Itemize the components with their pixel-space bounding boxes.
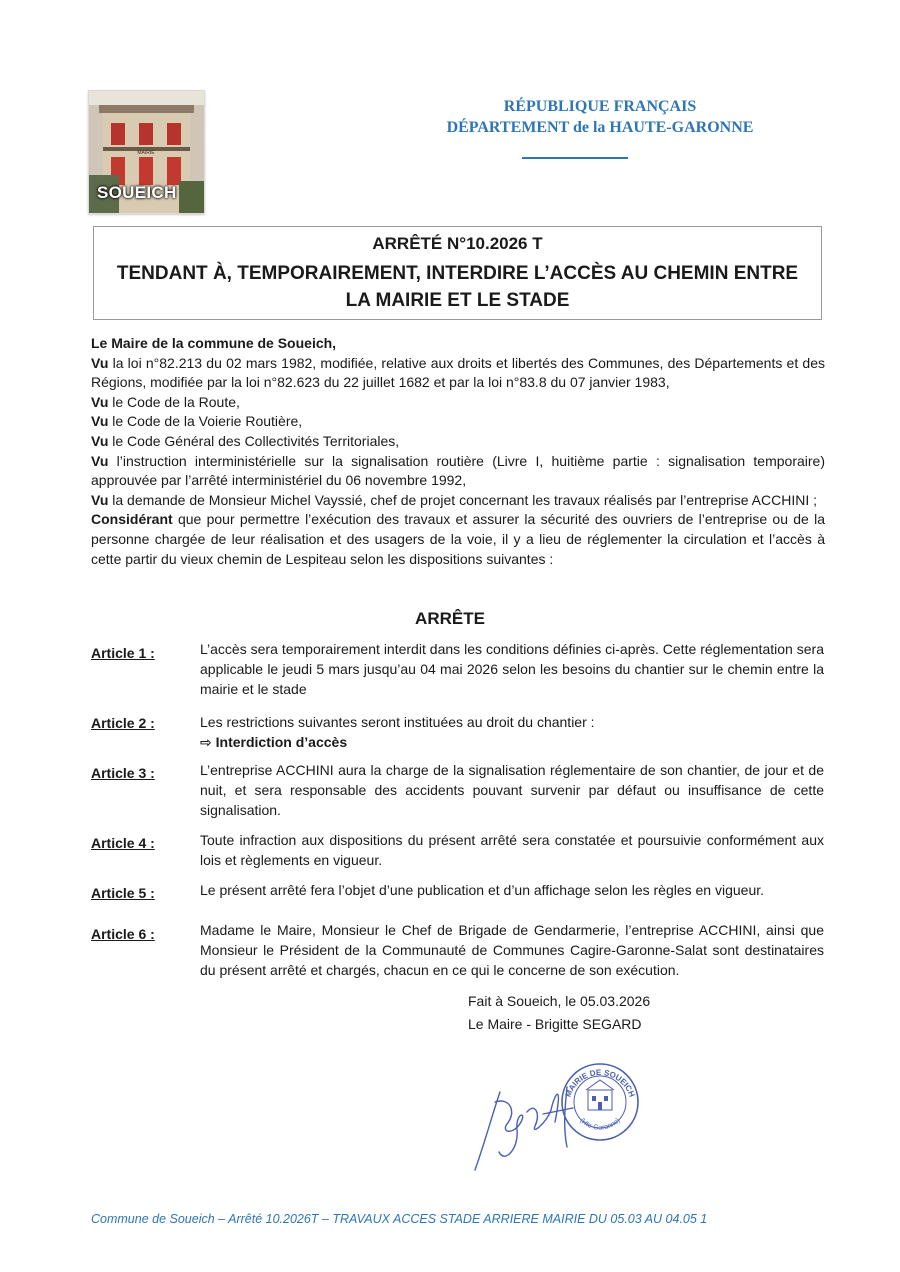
article-2-text: [200, 712, 824, 752]
arrete-title: [94, 260, 821, 314]
signature-block: [468, 990, 650, 1036]
vu-word: Vu: [91, 393, 109, 410]
mairie-sign: MAIRIE: [137, 150, 155, 156]
vu-text: la demande de Monsieur Michel Vayssié, chef de projet concernant les travaux réalisés par l’entreprise ACCHINI ;: [108, 491, 818, 508]
article-2-bullet: [200, 732, 824, 752]
arrete-title-line1: TENDANT À, TEMPORAIREMENT, INTERDIRE L’ACCÈS AU CHEMIN ENTRE: [116, 263, 799, 284]
article-6-text: [200, 920, 824, 980]
article-5-label: Article 5 :: [91, 885, 155, 901]
arrete-heading: ARRÊTE: [415, 609, 485, 628]
article-1-label: Article 1 :: [91, 645, 155, 661]
vu-text: le Code de la Voierie Routière,: [108, 413, 303, 430]
signature-and-stamp: [455, 1052, 655, 1182]
article-2-label: Article 2 :: [91, 715, 155, 731]
logo-text: SOUEICH: [97, 183, 177, 202]
article-text: Toute infraction aux dispositions du présent arrêté sera constatée et poursuivie conformément aux lois et règlements en vigueur.: [200, 832, 824, 868]
svg-text:(Hte-Garonne): [578, 1117, 621, 1131]
considerant: [91, 510, 825, 569]
vu-text: l’instruction interministérielle sur la signalisation routière (Livre I, huitième partie : signalisation temporaire) approuvée par l’arrêté interministériel du 06 novembre 1992,: [91, 452, 825, 489]
article-text: L’accès sera temporairement interdit dans les conditions définies ci-après. Cette réglementation sera applicable le jeudi 5 mars jusqu’au 04 mai 2026 selon les besoins du chantier sur le chemin entre la mairie et le stade: [200, 641, 824, 697]
arrete-number: ARRÊTÉ N°10.2026 T: [372, 234, 543, 253]
considerant-word: Considérant: [91, 511, 173, 528]
vu-word: Vu: [91, 432, 109, 449]
article-1-text: [200, 639, 824, 699]
header-departement: DÉPARTEMENT de la HAUTE-GARONNE: [446, 119, 754, 136]
vu-text: le Code de la Route,: [108, 393, 240, 410]
article-6-label: Article 6 :: [91, 926, 155, 942]
header-underline: [522, 157, 628, 159]
article-5-text: [200, 880, 824, 900]
commune-logo: [88, 90, 205, 214]
considerant-text: que pour permettre l’exécution des travaux et assurer la sécurité des ouvriers de l’entreprise ou de la personne chargée de leur réalisation et des usagers de la voie, il y a lieu de réglementer la circulation et l’accès à cette partir du vieux chemin de Lespiteau selon les dispositions suivantes :: [91, 511, 825, 567]
title-box: [93, 226, 822, 320]
place-date: Fait à Soueich, le 05.03.2026: [468, 993, 651, 1009]
bullet-text: Interdiction d’accès: [215, 734, 348, 750]
arrete-title-line2: LA MAIRIE ET LE STADE: [345, 290, 570, 311]
mairie-stamp: [562, 1064, 638, 1140]
signer-name: Le Maire - Brigitte SEGARD: [468, 1016, 642, 1032]
arrow-right-icon: ⇨: [200, 734, 212, 750]
stamp-top-text: MAIRIE DE SOUEICH: [563, 1067, 637, 1099]
article-text: Madame le Maire, Monsieur le Chef de Brigade de Gendarmerie, l’entreprise ACCHINI, ainsi que Monsieur le Président de la Communauté de Communes Cagire-Garonne-Salat sont destinataires du présent arrêté et chargés, chacun en ce qui le concerne de son exécution.: [200, 922, 824, 978]
vu-code-voierie: [91, 412, 825, 432]
article-3-text: [200, 760, 824, 820]
vu-word: Vu: [91, 354, 109, 371]
article-3-label: Article 3 :: [91, 765, 155, 781]
article-text: Les restrictions suivantes seront instituées au droit du chantier :: [200, 714, 595, 730]
vu-word: Vu: [91, 413, 109, 430]
article-text: L’entreprise ACCHINI aura la charge de la signalisation réglementaire de son chantier, de jour et de nuit, et sera responsable des accidents pouvant survenir par défaut ou insuffisance de cette signalisation.: [200, 762, 824, 818]
vu-cgct: [91, 432, 825, 452]
article-text: Le présent arrêté fera l’objet d’une publication et d’un affichage selon les règles en vigueur.: [200, 882, 765, 898]
header: [400, 96, 800, 138]
page-footer: Commune de Soueich – Arrêté 10.2026T – TRAVAUX ACCES STADE ARRIERE MAIRIE DU 05.03 AU 04.05 1: [91, 1212, 708, 1226]
vu-word: Vu: [91, 491, 109, 508]
handwritten-signature: [475, 1087, 573, 1170]
preamble: [91, 334, 825, 569]
vu-text: le Code Général des Collectivités Territoriales,: [108, 432, 400, 449]
vu-code-route: [91, 393, 825, 413]
vu-word: Vu: [91, 452, 109, 469]
vu-loi-82-213: [91, 354, 825, 393]
header-republique: RÉPUBLIQUE FRANÇAIS: [503, 98, 697, 115]
stamp-bottom-text: (Hte-Garonne): [578, 1117, 622, 1132]
svg-text:MAIRIE DE SOUEICH: [564, 1068, 637, 1099]
article-4-label: Article 4 :: [91, 835, 155, 851]
maire-line: Le Maire de la commune de Soueich,: [91, 335, 337, 351]
vu-instruction: [91, 452, 825, 491]
vu-text: la loi n°82.213 du 02 mars 1982, modifiée, relative aux droits et libertés des Communes, des Départements et des Régions, modifiée par la loi n°82.623 du 22 juillet 1682 et par la loi n°83.8 du 07 janvier 1983,: [91, 354, 825, 391]
vu-demande: [91, 491, 825, 511]
article-4-text: [200, 830, 824, 870]
